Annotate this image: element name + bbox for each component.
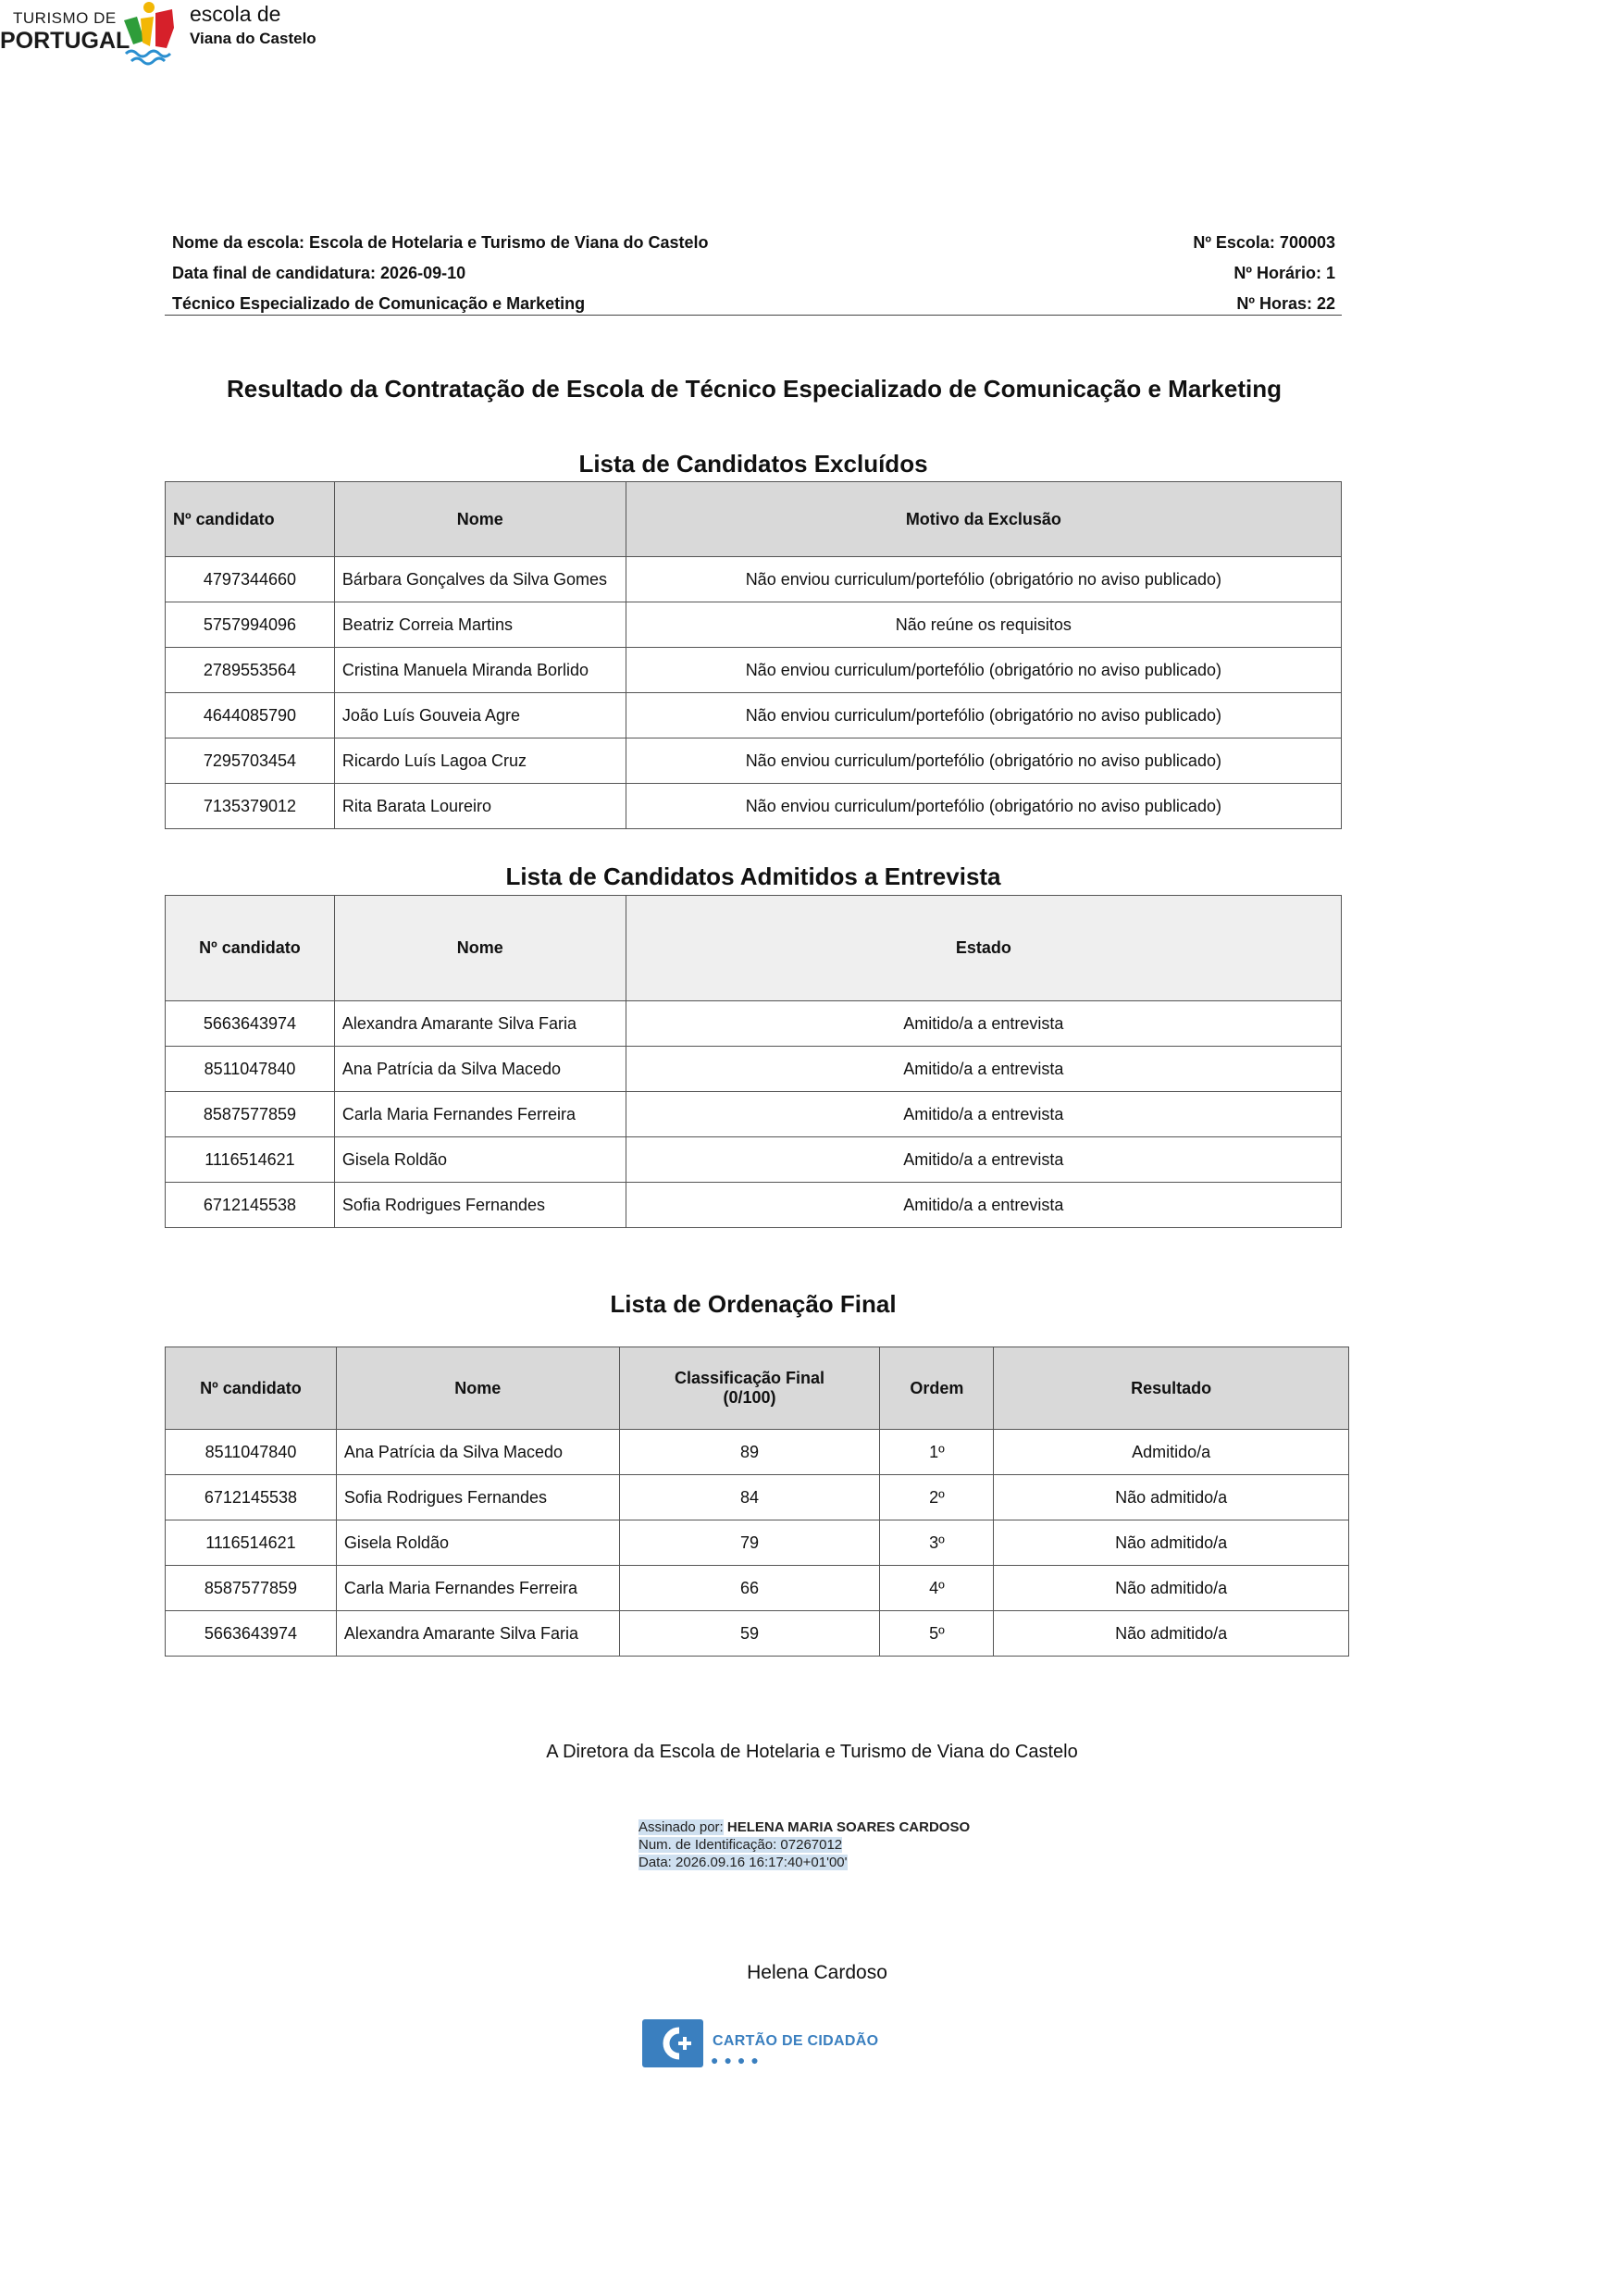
logo-viana-do-castelo: Viana do Castelo xyxy=(190,30,316,47)
col-header: Nº candidato xyxy=(166,482,335,557)
col-header: Ordem xyxy=(880,1347,994,1430)
result: Não admitido/a xyxy=(994,1475,1349,1520)
candidate-number: 5757994096 xyxy=(166,602,335,648)
candidate-status: Amitido/a a entrevista xyxy=(626,1092,1341,1137)
cartao-cidadao-logo xyxy=(642,2017,883,2069)
col-header: Estado xyxy=(626,896,1341,1001)
candidate-number: 1116514621 xyxy=(166,1137,335,1183)
table-row xyxy=(166,557,1342,602)
school-name: Nome da escola: Escola de Hotelaria e Turismo de Viana do Castelo xyxy=(172,233,709,252)
final-score: 84 xyxy=(619,1475,880,1520)
candidate-number: 2789553564 xyxy=(166,648,335,693)
table-header-row xyxy=(166,482,1342,557)
schedule-number: Nº Horário: 1 xyxy=(1233,264,1335,282)
candidate-name: Alexandra Amarante Silva Faria xyxy=(334,1001,626,1047)
candidate-name: Gisela Roldão xyxy=(336,1520,619,1566)
table-row xyxy=(166,1520,1349,1566)
candidate-number: 4797344660 xyxy=(166,557,335,602)
table-row xyxy=(166,784,1342,829)
candidate-name: Sofia Rodrigues Fernandes xyxy=(336,1475,619,1520)
candidate-name: Rita Barata Loureiro xyxy=(334,784,626,829)
signer-name: Helena Cardoso xyxy=(747,1962,887,1983)
candidate-name: Ricardo Luís Lagoa Cruz xyxy=(334,738,626,784)
col-header-classification xyxy=(619,1347,880,1430)
table-row xyxy=(166,1611,1349,1657)
admitted-title: Lista de Candidatos Admitidos a Entrevista xyxy=(505,863,1001,890)
exclusion-reason: Não enviou curriculum/portefólio (obrigatório no aviso publicado) xyxy=(626,784,1341,829)
candidate-name: Cristina Manuela Miranda Borlido xyxy=(334,648,626,693)
result: Não admitido/a xyxy=(994,1611,1349,1657)
excluded-title: Lista de Candidatos Excluídos xyxy=(578,450,928,478)
candidate-status: Amitido/a a entrevista xyxy=(626,1047,1341,1092)
table-row xyxy=(166,648,1342,693)
page-title: Resultado da Contratação de Escola de Técnico Especializado de Comunicação e Marketing xyxy=(227,375,1282,403)
digital-signature xyxy=(638,1818,970,1871)
candidate-status: Amitido/a a entrevista xyxy=(626,1137,1341,1183)
candidate-name: João Luís Gouveia Agre xyxy=(334,693,626,738)
candidate-name: Beatriz Correia Martins xyxy=(334,602,626,648)
candidate-number: 8587577859 xyxy=(166,1092,335,1137)
rank: 1º xyxy=(880,1430,994,1475)
final-score: 66 xyxy=(619,1566,880,1611)
candidate-name: Alexandra Amarante Silva Faria xyxy=(336,1611,619,1657)
table-row xyxy=(166,1047,1342,1092)
logo-portugal: PORTUGAL xyxy=(0,28,130,54)
col-header-line: Classificação Final xyxy=(674,1369,825,1387)
cartao-cidadao-dots: ●●●● xyxy=(711,2053,764,2067)
candidate-name: Gisela Roldão xyxy=(334,1137,626,1183)
table-header-row xyxy=(166,1347,1349,1430)
final-title: Lista de Ordenação Final xyxy=(610,1290,897,1318)
closing-statement: A Diretora da Escola de Hotelaria e Turismo de Viana do Castelo xyxy=(546,1742,1078,1762)
excluded-table xyxy=(165,481,1342,829)
rank: 2º xyxy=(880,1475,994,1520)
col-header-line: (0/100) xyxy=(723,1388,776,1407)
candidate-number: 5663643974 xyxy=(166,1001,335,1047)
cartao-cidadao-text: CARTÃO DE CIDADÃO xyxy=(713,2033,879,2049)
table-row xyxy=(166,693,1342,738)
candidate-number: 4644085790 xyxy=(166,693,335,738)
final-score: 59 xyxy=(619,1611,880,1657)
candidate-number: 6712145538 xyxy=(166,1183,335,1228)
school-number: Nº Escola: 700003 xyxy=(1193,233,1335,252)
course-name: Técnico Especializado de Comunicação e Marketing xyxy=(172,294,586,313)
table-row xyxy=(166,1566,1349,1611)
signer-full-name: HELENA MARIA SOARES CARDOSO xyxy=(726,1819,971,1835)
exclusion-reason: Não enviou curriculum/portefólio (obrigatório no aviso publicado) xyxy=(626,557,1341,602)
table-row xyxy=(166,1475,1349,1520)
table-row xyxy=(166,1001,1342,1047)
application-deadline: Data final de candidatura: 2026-09-10 xyxy=(172,264,466,282)
candidate-number: 7135379012 xyxy=(166,784,335,829)
table-row xyxy=(166,1092,1342,1137)
candidate-number: 8587577859 xyxy=(166,1566,337,1611)
cartao-cidadao-icon xyxy=(642,2017,703,2069)
result: Admitido/a xyxy=(994,1430,1349,1475)
candidate-number: 6712145538 xyxy=(166,1475,337,1520)
exclusion-reason: Não enviou curriculum/portefólio (obrigatório no aviso publicado) xyxy=(626,648,1341,693)
rank: 4º xyxy=(880,1566,994,1611)
final-table xyxy=(165,1347,1349,1657)
candidate-number: 8511047840 xyxy=(166,1430,337,1475)
candidate-name: Bárbara Gonçalves da Silva Gomes xyxy=(334,557,626,602)
candidate-number: 7295703454 xyxy=(166,738,335,784)
rank: 5º xyxy=(880,1611,994,1657)
signed-by-label: Assinado por: xyxy=(638,1819,724,1835)
logo-turismo-de: TURISMO DE xyxy=(13,9,117,27)
exclusion-reason: Não enviou curriculum/portefólio (obrigatório no aviso publicado) xyxy=(626,693,1341,738)
signature-id-text: Num. de Identificação: 07267012 xyxy=(638,1837,843,1853)
candidate-number: 5663643974 xyxy=(166,1611,337,1657)
result: Não admitido/a xyxy=(994,1520,1349,1566)
header-divider xyxy=(165,315,1342,316)
col-header: Resultado xyxy=(994,1347,1349,1430)
candidate-name: Ana Patrícia da Silva Macedo xyxy=(336,1430,619,1475)
col-header: Motivo da Exclusão xyxy=(626,482,1341,557)
exclusion-reason: Não reúne os requisitos xyxy=(626,602,1341,648)
candidate-number: 1116514621 xyxy=(166,1520,337,1566)
col-header: Nº candidato xyxy=(166,896,335,1001)
rank: 3º xyxy=(880,1520,994,1566)
turismo-portugal-mark-icon xyxy=(118,0,183,67)
candidate-number: 8511047840 xyxy=(166,1047,335,1092)
col-header: Nº candidato xyxy=(166,1347,337,1430)
signature-date xyxy=(638,1854,970,1871)
col-header: Nome xyxy=(334,482,626,557)
table-header-row xyxy=(166,896,1342,1001)
table-row xyxy=(166,1183,1342,1228)
col-header: Nome xyxy=(334,896,626,1001)
table-row xyxy=(166,602,1342,648)
signature-date-text: Data: 2026.09.16 16:17:40+01'00' xyxy=(638,1855,848,1870)
candidate-name: Ana Patrícia da Silva Macedo xyxy=(334,1047,626,1092)
candidate-name: Carla Maria Fernandes Ferreira xyxy=(334,1092,626,1137)
final-score: 79 xyxy=(619,1520,880,1566)
admitted-table xyxy=(165,895,1342,1228)
signature-signed-by-line xyxy=(638,1818,970,1836)
final-score: 89 xyxy=(619,1430,880,1475)
signature-id xyxy=(638,1836,970,1854)
school-logo xyxy=(0,0,333,74)
result: Não admitido/a xyxy=(994,1566,1349,1611)
logo-escola-de: escola de xyxy=(190,2,281,26)
hours-number: Nº Horas: 22 xyxy=(1236,294,1335,313)
candidate-name: Carla Maria Fernandes Ferreira xyxy=(336,1566,619,1611)
exclusion-reason: Não enviou curriculum/portefólio (obrigatório no aviso publicado) xyxy=(626,738,1341,784)
col-header: Nome xyxy=(336,1347,619,1430)
table-row xyxy=(166,1137,1342,1183)
table-row xyxy=(166,1430,1349,1475)
candidate-status: Amitido/a a entrevista xyxy=(626,1183,1341,1228)
table-row xyxy=(166,738,1342,784)
candidate-name: Sofia Rodrigues Fernandes xyxy=(334,1183,626,1228)
candidate-status: Amitido/a a entrevista xyxy=(626,1001,1341,1047)
